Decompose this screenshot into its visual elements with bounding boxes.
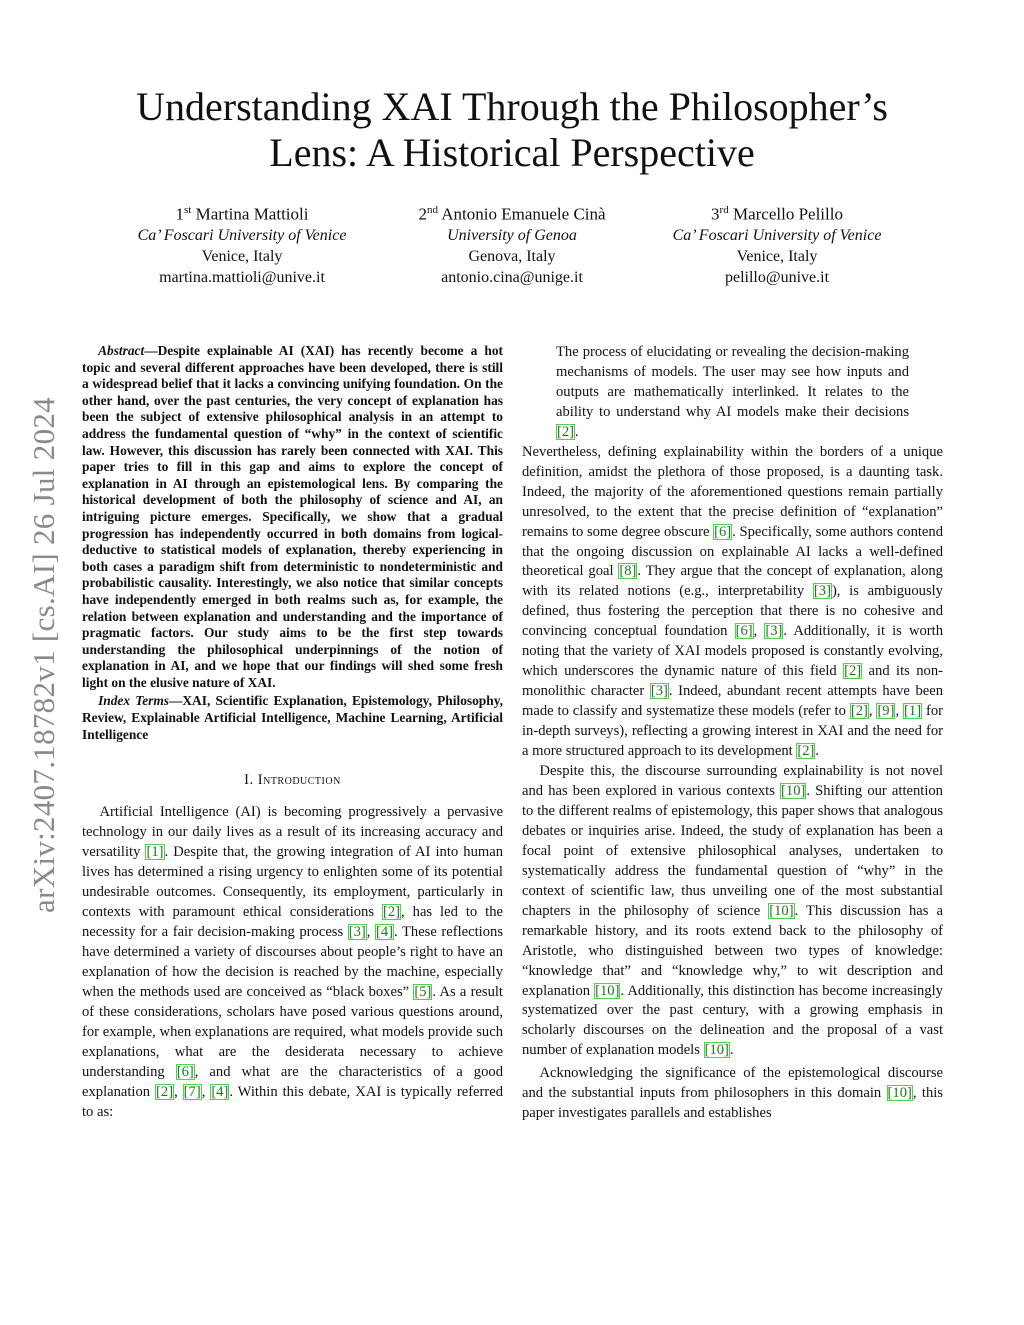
citation-link[interactable]: [1] [146, 844, 164, 861]
body-paragraph: Acknowledging the significance of the epistemological discourse and the substantial inputs from philosophers in this domain [10], this paper investigates parallels and establishes [522, 1065, 943, 1122]
author-affiliation: University of Genoa [447, 226, 577, 244]
citation-link[interactable]: [4] [376, 923, 394, 940]
abstract-label: Abstract [98, 343, 145, 358]
author-3 [627, 200, 927, 288]
arxiv-identifier[interactable]: arXiv:2407.18782v1 [cs.AI] 26 Jul 2024 [26, 397, 61, 913]
citation-link[interactable]: [10] [887, 1085, 912, 1102]
paper-title: Understanding XAI Through the Philosopher’s Lens: A Historical Perspective [136, 84, 888, 175]
citation-link[interactable]: [1] [904, 703, 922, 720]
citation-link[interactable]: [2] [844, 663, 862, 680]
index-terms-label: Index Terms [98, 693, 169, 709]
xai-definition-quote: The process of elucidating or revealing the decision-making mechanisms of models. The user may see how inputs and outputs are mathematically interlinked. It relates to the ability to understand why AI models make their decisions [2]. [556, 344, 909, 440]
author-location: Venice, Italy [736, 247, 818, 265]
citation-link[interactable]: [10] [704, 1042, 729, 1059]
citation-link[interactable]: [3] [813, 583, 831, 600]
author-1 [92, 200, 392, 288]
author-ordinal-suffix: nd [426, 204, 438, 216]
left-column [82, 343, 503, 1122]
author-affiliation: Ca’ Foscari University of Venice [672, 226, 882, 244]
body-paragraph: Nevertheless, defining explainability within the borders of a unique definition, amidst the plethora of those proposed, is a daunting task. Indeed, the majority of the aforementioned questions remain partially unresolved, to the extent that the precise definition of “explanation” remains to some degree obscure [6]. Specifically, some authors contend that the ongoing discussion on explainable AI lacks a well-defined theoretical goal [8]. They argue that the concept of explanation, along with its related notions (e.g., interpretability [3]), is ambiguously defined, thus fostering the perception that there is no cohesive and convincing conceptual foundation [6], [3]. Additionally, it is worth noting that the variety of XAI models proposed is constantly evolving, which underscores the dynamic nature of this field [2] and its non-monolithic character [3]. Indeed, abundant recent attempts have been made to classify and systematize these models (refer to [2], [9], [1] for in-depth surveys), reflecting a growing interest in XAI and the need for a more structured approach to its development [2]. [522, 443, 944, 760]
citation-link[interactable]: [6] [714, 523, 732, 540]
author-email[interactable]: pelillo@unive.it [724, 268, 830, 286]
author-name: Antonio Emanuele Cinà [441, 204, 606, 224]
citation-link[interactable]: [10] [595, 982, 620, 999]
citation-link[interactable]: [2] [156, 1083, 174, 1100]
abstract-text: —Despite explainable AI (XAI) has recently become a hot topic and several different approaches have been developed, there is still a widespread belief that it lacks a convincing unifying foundation. On the other hand, over the past centuries, the very concept of explanation has been the subject of extensive philosophical analysis in an attempt to address the fundamental question of “why” in the context of scientific law. However, this discussion has rarely been connected with XAI. This paper tries to fill in this gap and aims to explore the concept of explanation in AI through an epistemological lens. By comparing the historical development of both the philosophy of science and AI, an intriguing picture emerges. Specifically, we show that a gradual progression has independently occurred in both domains from logical-deductive to statistical models of explanation, thereby experiencing in both cases a paradigm shift from deterministic to nondeterministic and probabilistic causality. Interestingly, we also notice that similar concepts have independently emerged in both realms such as, for example, the relation between explanation and understanding and the importance of pragmatic factors. Our study aims to be the first step towards understanding the philosophical underpinnings of the notion of explanation in AI, and we hope that our findings will shed some fresh light on the elusive nature of XAI. [82, 343, 503, 690]
citation-link[interactable]: [3] [765, 623, 783, 640]
abstract [82, 343, 503, 691]
section-title: Introduction [257, 772, 341, 789]
right-column [522, 343, 943, 1124]
citation-link[interactable]: [2] [797, 743, 815, 760]
author-name: Marcello Pelillo [732, 204, 843, 224]
citation-link[interactable]: [10] [769, 902, 794, 919]
citation-link[interactable]: [2] [557, 423, 575, 440]
citation-link[interactable]: [9] [877, 703, 895, 720]
author-affiliation: Ca’ Foscari University of Venice [137, 226, 347, 244]
author-email[interactable]: martina.mattioli@unive.it [159, 268, 325, 286]
citation-link[interactable]: [4] [211, 1083, 229, 1100]
index-terms-text: —XAI, Scientific Explanation, Epistemology, Philosophy, Review, Explainable Artificial Intelligence, Machine Learning, Artificial Intelligence [82, 693, 503, 742]
citation-link[interactable]: [2] [850, 703, 868, 720]
section-heading-introduction [82, 771, 503, 791]
citation-link[interactable]: [6] [176, 1063, 194, 1080]
citation-link[interactable]: [6] [735, 623, 753, 640]
author-ordinal-suffix: rd [719, 204, 729, 216]
author-name: Martina Mattioli [195, 204, 309, 224]
citation-link[interactable]: [3] [348, 923, 366, 940]
author-location: Venice, Italy [201, 247, 283, 265]
citation-link[interactable]: [8] [619, 563, 637, 580]
citation-link[interactable]: [10] [781, 782, 806, 799]
section-number: I. [244, 772, 258, 789]
citation-link[interactable]: [2] [383, 903, 401, 920]
author-location: Genova, Italy [468, 247, 556, 265]
citation-link[interactable]: [7] [183, 1083, 201, 1100]
citation-link[interactable]: [3] [650, 683, 668, 700]
author-ordinal: 2 [418, 204, 427, 224]
author-2 [362, 200, 662, 288]
author-ordinal: 3 [711, 204, 720, 224]
intro-paragraph: Artificial Intelligence (AI) is becoming progressively a pervasive technology in our daily lives as a result of its increasing accuracy and versatility [1]. Despite that, the growing integration of AI into human lives has determined a rising urgency to enlighten some of its potential undesirable outcomes. Consequently, its employment, particularly in contexts with paramount ethical considerations [2], has led to the necessity for a fair decision-making process [3], [4]. These reflections have determined a variety of discourses about people’s right to have an explanation of how the decision is reached by the machine, especially when the methods used are conceived as “black boxes” [5]. As a result of these considerations, scholars have posed various questions around, for example, when explanations are required, what models provide such explanations, what are the desiderata necessary to achieve understanding [6], and what are the characteristics of a good explanation [2], [7], [4]. Within this debate, XAI is typically referred to as: [82, 804, 504, 1120]
index-terms [82, 693, 503, 743]
author-ordinal-suffix: st [184, 204, 192, 216]
body-paragraph: Despite this, the discourse surrounding explainability is not novel and has been explored in various contexts [10]. Shifting our attention to the different realms of epistemology, this paper shows that analogous debates or inquiries arise. Indeed, the study of explanation has been a focal point of extensive philosophical analyses, undertaken to systematically address the fundamental question of “why” in the context of scientific law, thus unveiling one of the most substantial chapters in the philosophy of science [10]. This discussion has a remarkable history, and its roots extend back to the philosophy of Aristotle, who distinguished between two types of knowledge: “knowledge that” and “knowledge why,” to wit description and explanation [10]. Additionally, this distinction has become increasingly systematized over the past century, with a growing emphasis in scholarly discourses on the delineation and the proposal of a vast number of explanation models [10]. [522, 763, 943, 1059]
author-email[interactable]: antonio.cina@unige.it [441, 268, 583, 286]
citation-link[interactable]: [5] [414, 983, 432, 1000]
author-ordinal: 1 [175, 204, 185, 224]
